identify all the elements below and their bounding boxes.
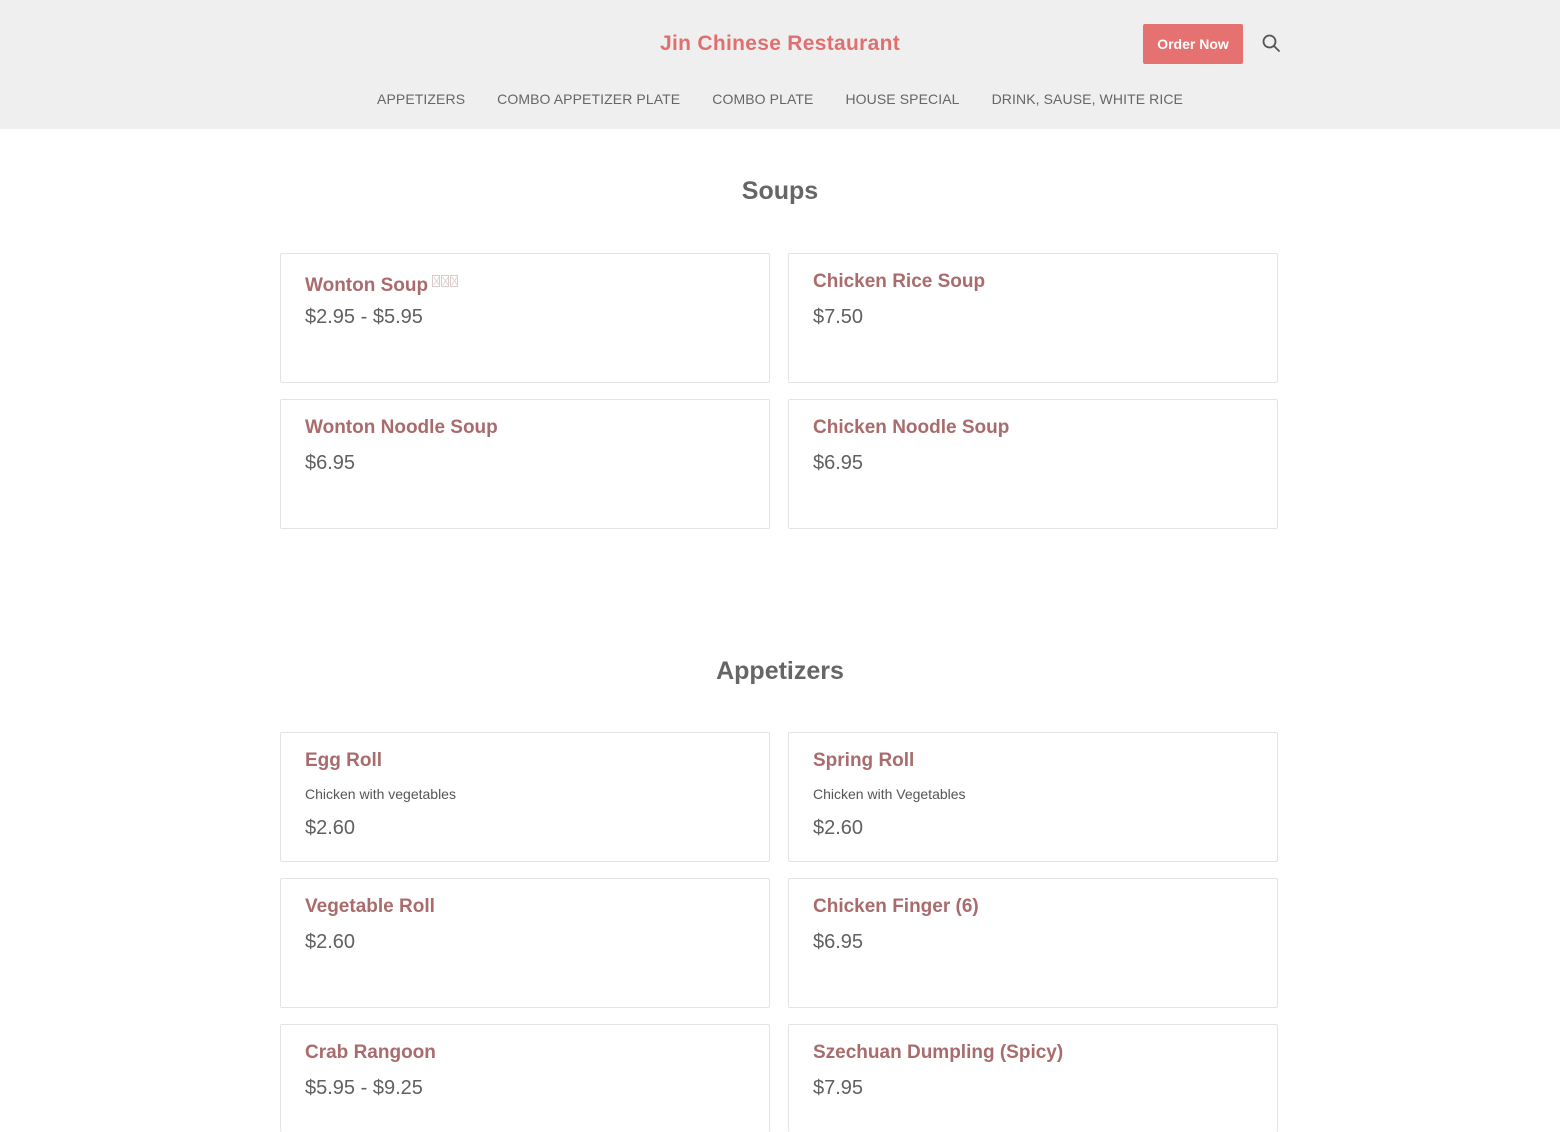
- menu-item-card[interactable]: [280, 253, 770, 383]
- menu-item-price: $2.60: [813, 817, 864, 839]
- nav-drink-sause-white-rice[interactable]: DRINK, SAUSE, WHITE RICE: [991, 91, 1183, 107]
- site-header: [0, 0, 1560, 129]
- menu-item-price: $2.60: [305, 931, 356, 953]
- menu-item-card[interactable]: [788, 878, 1278, 1008]
- nav-combo-plate[interactable]: COMBO PLATE: [712, 91, 814, 107]
- menu-item-card[interactable]: [280, 732, 770, 862]
- section-title-soups: Soups: [741, 177, 819, 205]
- menu-item-name: Szechuan Dumpling (Spicy): [813, 1042, 1064, 1063]
- menu-item-card[interactable]: [788, 253, 1278, 383]
- nav-house-special[interactable]: HOUSE SPECIAL: [845, 91, 960, 107]
- menu-item-card[interactable]: [788, 1024, 1278, 1132]
- menu-item-name: Crab Rangoon: [305, 1042, 436, 1063]
- menu-item-description: Chicken with vegetables: [305, 786, 456, 802]
- menu-item-name: Chicken Finger (6): [813, 896, 979, 917]
- menu-item-card[interactable]: [280, 1024, 770, 1132]
- menu-item-card[interactable]: [788, 732, 1278, 862]
- menu-item-name: Spring Roll: [813, 750, 915, 771]
- menu-item-price: $7.95: [813, 1077, 864, 1099]
- menu-item-name: Chicken Noodle Soup: [813, 417, 1010, 438]
- order-now-button[interactable]: Order Now: [1143, 24, 1243, 64]
- search-icon[interactable]: [1261, 33, 1281, 53]
- menu-item-price: $6.95: [813, 931, 864, 953]
- menu-item-price: $5.95 - $9.25: [305, 1077, 423, 1099]
- menu-item-name: [305, 270, 459, 298]
- nav-combo-appetizer-plate[interactable]: COMBO APPETIZER PLATE: [497, 91, 681, 107]
- menu-item-price: $6.95: [813, 452, 864, 474]
- menu-item-card[interactable]: [280, 399, 770, 529]
- menu-item-name: Chicken Rice Soup: [813, 271, 986, 292]
- menu-item-name-text: Wonton Soup: [305, 275, 429, 296]
- restaurant-name[interactable]: Jin Chinese Restaurant: [660, 32, 900, 55]
- section-title-appetizers: Appetizers: [716, 657, 844, 685]
- menu-item-name: Egg Roll: [305, 750, 383, 771]
- menu-item-price: $2.95 - $5.95: [305, 306, 423, 328]
- menu-item-name: Wonton Noodle Soup: [305, 417, 498, 438]
- menu-item-description: Chicken with Vegetables: [813, 786, 966, 802]
- nav-appetizers[interactable]: APPETIZERS: [377, 91, 466, 107]
- menu-item-card[interactable]: [280, 878, 770, 1008]
- menu-item-name: Vegetable Roll: [305, 896, 435, 917]
- menu-item-card[interactable]: [788, 399, 1278, 529]
- menu-item-price: $7.50: [813, 306, 864, 328]
- menu-item-price: $6.95: [305, 452, 356, 474]
- missing-glyph-icon: [432, 270, 459, 294]
- category-nav: [0, 90, 1560, 108]
- menu-item-price: $2.60: [305, 817, 356, 839]
